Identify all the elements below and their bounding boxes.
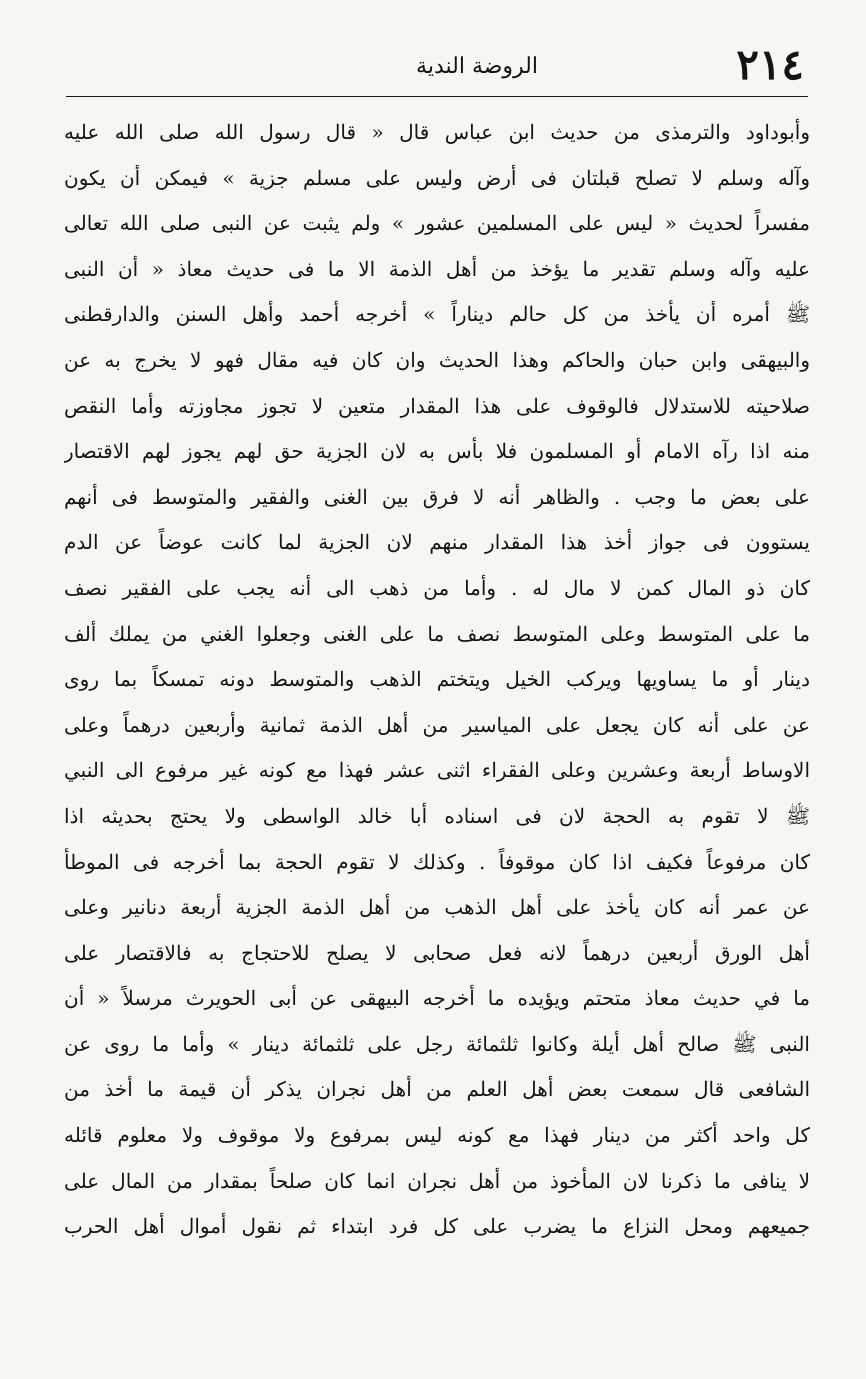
text-line: ما في حديث معاذ متحتم ويؤيده ما أخرجه البيهقى عن أبى الحويرث مرسلاً « أن — [64, 986, 810, 1011]
text-line: ﷺ أمره أن يأخذ من كل حالم ديناراً » أخرجه أحمد وأهل السنن والدارقطنى — [64, 302, 810, 327]
text-line: صلاحيته للاستدلال فالوقوف على هذا المقدار متعين لا تجوز مجاوزته وأما النقص — [64, 393, 810, 418]
text-line: الشافعى قال سمعت بعض أهل العلم من أهل نجران يذكر أن قيمة ما أخذ من — [64, 1077, 810, 1102]
text-line: ما على المتوسط وعلى المتوسط نصف ما على الغنى وجعلوا الغني من يملك ألف — [64, 621, 810, 646]
text-line: وأبوداود والترمذى من حديث ابن عباس قال « قال رسول الله صلى الله عليه — [64, 120, 810, 144]
running-title: الروضة الندية — [416, 54, 538, 79]
text-line: دينار أو ما يساويها ويركب الخيل ويتختم الذهب والمتوسط دونه تمسكاً بما روى — [64, 667, 810, 692]
text-line: كان مرفوعاً فكيف اذا كان موقوفاً . وكذلك لا تقوم الحجة بما أخرجه فى الموطأ — [64, 849, 810, 874]
text-line: جميعهم ومحل النزاع ما يضرب على كل فرد ابتداء ثم نقول أموال أهل الحرب — [64, 1214, 810, 1239]
text-line: لا ينافى ما ذكرنا لان المأخوذ من أهل نجران انما كان صلحاً بمقدار من المال على — [64, 1168, 810, 1193]
text-line: ﷺ لا تقوم به الحجة لان فى اسناده أبا خالد الواسطى ولا يحتج بحديثه اذا — [64, 803, 810, 828]
page-header — [66, 40, 808, 96]
text-line: على بعض ما وجب . والظاهر أنه لا فرق بين الغنى والفقير والمتوسط فى أنهم — [64, 484, 810, 509]
text-line: عن على أنه كان يجعل على المياسير من أهل الذمة ثمانية وأربعين درهماً وعلى — [64, 712, 810, 737]
text-line: وآله وسلم لا تصلح قبلتان فى أرض وليس على مسلم جزية » فيمكن أن يكون — [64, 165, 810, 190]
text-line: النبى ﷺ صالح أهل أيلة وكانوا ثلثمائة رجل على ثلثمائة دينار » وأما ما روى عن — [64, 1031, 810, 1056]
page-number: ٢١٤ — [736, 40, 804, 89]
text-line: عن عمر أنه كان يأخذ على أهل الذهب من أهل الذمة الجزية أربعة دنانير وعلى — [64, 895, 810, 920]
text-line: كل واحد أكثر من دينار فهذا مع كونه ليس بمرفوع ولا موقوف ولا معلوم قائله — [64, 1123, 810, 1148]
text-line: يستوون فى جواز أخذ هذا المقدار منهم لان الجزية لما كانت عوضاً عن الدم — [64, 530, 810, 555]
header-rule — [66, 96, 808, 97]
text-line: منه اذا رآه الامام أو المسلمون فلا بأس به لان الجزية حق لهم يجوز لهم الاقتصار — [64, 439, 810, 464]
text-line: والبيهقى وابن حبان والحاكم وهذا الحديث وان كان فيه مقال فهو لا يخرج به عن — [64, 347, 810, 372]
text-line: مفسراً لحديث « ليس على المسلمين عشور » ولم يثبت عن النبى صلى الله تعالى — [64, 211, 810, 236]
text-line: أهل الورق أربعين درهماً لانه فعل صحابى لا يصلح للاحتجاج به فالاقتصار على — [64, 940, 810, 965]
text-line: الاوساط أربعة وعشرين وعلى الفقراء اثنى عشر فهذا مع كونه غير مرفوع الى النبي — [64, 758, 810, 783]
body-text — [64, 110, 810, 1250]
text-line: كان ذو المال كمن لا مال له . وأما من ذهب الى أنه يجب على الفقير نصف — [64, 575, 810, 600]
text-line: عليه وآله وسلم تقدير ما يؤخذ من أهل الذمة الا ما فى حديث معاذ « أن النبى — [64, 256, 810, 281]
